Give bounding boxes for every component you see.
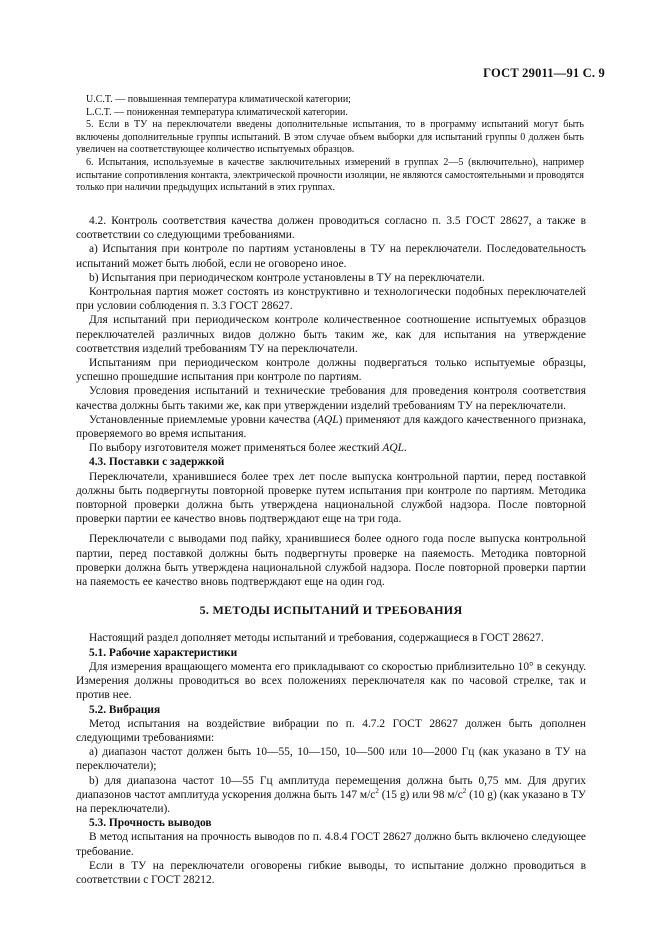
para-5-2: Метод испытания на воздействие вибрации по п. 4.7.2 ГОСТ 28627 должен быть дополнен следующими требованиями: [76,717,586,744]
para-strict [76,441,586,455]
para-5-2-b-part3: (10 g) (как указано в ТУ на переключатели). [76,788,586,815]
notes-block [76,94,584,195]
aql-pre: Установленные приемлемые уровни качества ( [89,413,318,426]
para-4-2-a: а) Испытания при контроле по партиям установлены в ТУ на переключатели. Последовательность испытаний может быть любой, если не оговорено иное. [76,243,586,270]
heading-5-1: 5.1. Рабочие характеристики [89,646,238,659]
strict-post: . [403,442,407,455]
page-header: ГОСТ 29011—91 С. 9 [483,66,605,80]
heading-5-3: 5.3. Прочность выводов [89,817,212,830]
aql-post: ) применяют для каждого качественного признака, проверяемого во время испытания. [76,413,587,441]
para-delay-2: Переключатели с выводами под пайку, хранившиеся более одного года после выпуска контрольной партии, перед поставкой должны быть подвергнуты проверке на паяемость. Методика повторной проверки должна быть утверждена национальной службой надзора. После повторной проверки партии на паяемость ее качество вновь подтверждают еще на один год. [76,533,586,589]
para-4-2-b: b) Испытания при периодическом контроле установлены в ТУ на переключатели. [89,271,485,284]
para-5-2-b-part1: b) для диапазона частот 10—55 Гц амплитуда перемещения должна быть 0,75 мм. Для других диапазонов частот амплитуда ускорения должна быть 147 м/с [76,774,586,801]
aql-term: AQL [317,413,339,426]
section-5-title: 5. МЕТОДЫ ИСПЫТАНИЙ И ТРЕБОВАНИЯ [199,603,463,618]
note-lct: L.C.T. — пониженная температура климатической категории. [86,106,348,118]
strict-pre: По выбору изготовителя может применяться более жесткий [89,442,383,455]
superscript-2: 2 [462,786,467,795]
para-5-3-b: Если в ТУ на переключатели оговорены гибкие выводы, то испытание должно проводиться в соответствии с ГОСТ 28212. [76,859,586,886]
note-5: 5. Если в ТУ на переключатели введены дополнительные испытания, то в программу испытаний могут быть включены дополнительные группы испытаний. В этом случае объем выборки для испытаний группы 0 должен быть увеличен на соответствующее количество испытуемых образцов. [76,119,584,156]
para-ratio: Для испытаний при периодическом контроле количественное соотношение испытуемых образцов переключателей различных видов должно быть таким же, как для испытания на утверждение соответствия изделий требованиям ТУ на переключатели. [76,314,586,355]
para-5-1: Для измерения вращающего момента его прикладывают со скоростью приблизительно 10° в секунду. Измерения должны проводиться во всех положениях переключателя как по часовой стрелке, так и против нее. [76,660,586,702]
main-text [76,214,586,887]
para-5-intro: Настоящий раздел дополняет методы испытаний и требования, содержащиеся в ГОСТ 28627. [89,632,544,645]
para-samples: Испытаниям при периодическом контроле должны подвергаться только испытуемые образцы, успешно прошедшие испытания при контроле по партиям. [76,357,586,384]
para-5-2-b-part2: (15 g) или 98 м/с [378,788,463,801]
heading-5-2: 5.2. Вибрация [89,703,161,716]
note-uct: U.C.T. — повышенная температура климатической категории; [86,94,351,105]
para-5-2-a: а) диапазон частот должен быть 10—55, 10—150, 10—500 или 10—2000 Гц (как указано в ТУ на переключатели); [76,746,586,773]
note-6: 6. Испытания, используемые в качестве заключительных измерений в группах 2—5 (включительно), например испытание сопротивления контакта, электрической прочности изоляции, не являются самостоятельными и проводятся только при наличии предыдущих испытаний в этих группах. [76,156,584,194]
para-conditions: Условия проведения испытаний и технические требования для проведения контроля соответствия качества должны быть такими же, как при утверждении изделий требованиям ТУ на переключатели. [76,385,586,412]
strict-term: AQL [382,442,404,455]
heading-4-3: 4.3. Поставки с задержкой [89,456,225,469]
para-4-2: 4.2. Контроль соответствия качества должен проводиться согласно п. 3.5 ГОСТ 28627, а также в соответствии со следующими требованиями. [76,215,586,242]
para-delay-1: Переключатели, хранившиеся более трех лет после выпуска контрольной партии, перед поставкой должны быть подвергнуты повторной проверке путем испытания при контроле по партиям. Методика повторной проверки должна быть утверждена национальной службой надзора. После повторной проверки партии ее качество вновь подтверждают еще на три года. [76,470,586,526]
para-aql [76,413,586,441]
para-5-3: В метод испытания на прочность выводов по п. 4.8.4 ГОСТ 28627 должно быть включено следующее требование. [76,831,586,858]
superscript-2: 2 [375,786,379,795]
para-5-2-b [76,774,586,817]
para-control-batch: Контрольная партия может состоять из конструктивно и технологически подобных переключателей при условии соблюдения п. 3.3 ГОСТ 28627. [76,286,586,313]
